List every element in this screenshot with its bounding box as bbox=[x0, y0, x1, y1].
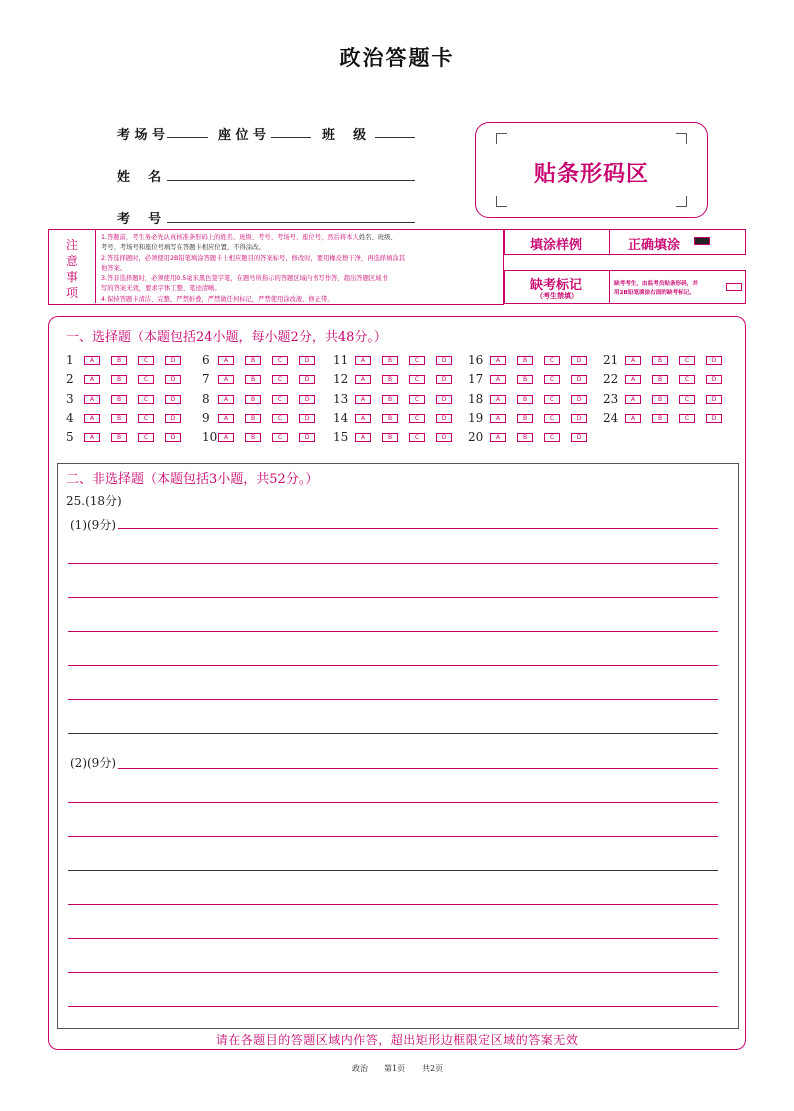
corner-mark bbox=[496, 133, 507, 144]
option-bubble-b[interactable]: B bbox=[652, 414, 668, 423]
question-number: 7 bbox=[202, 372, 210, 386]
question-number: 14 bbox=[333, 411, 349, 425]
answer-line[interactable] bbox=[68, 1006, 718, 1007]
question-number: 8 bbox=[202, 392, 210, 406]
option-bubble-a[interactable]: A bbox=[84, 433, 100, 442]
question-number: 17 bbox=[468, 372, 484, 386]
option-bubble-d[interactable]: D bbox=[571, 356, 587, 365]
absent-note: （考生禁填） bbox=[536, 291, 578, 300]
question-number: 24 bbox=[603, 411, 619, 425]
notice-char: 注 bbox=[65, 238, 78, 252]
option-bubble-d[interactable]: D bbox=[436, 375, 452, 384]
question-number: 22 bbox=[603, 372, 619, 386]
notice-line: 写的答案无效，要求字体工整、笔迹清晰。 bbox=[101, 285, 221, 293]
footer-subject: 政治 bbox=[352, 1064, 368, 1073]
notice-line: 4.保持答题卡清洁、完整，严禁折叠，严禁做任何标记，严禁使用涂改液、修正带。 bbox=[101, 295, 334, 303]
option-bubble-d[interactable]: D bbox=[165, 356, 181, 365]
question-number: 15 bbox=[333, 430, 349, 444]
option-bubble-c[interactable]: C bbox=[272, 433, 288, 442]
option-bubble-d[interactable]: D bbox=[706, 375, 722, 384]
question-number: 19 bbox=[468, 411, 484, 425]
option-bubble-b[interactable]: B bbox=[245, 395, 261, 404]
option-bubble-c[interactable]: C bbox=[679, 375, 695, 384]
option-bubble-c[interactable]: C bbox=[138, 433, 154, 442]
answer-line[interactable] bbox=[68, 597, 718, 598]
option-bubble-d[interactable]: D bbox=[436, 433, 452, 442]
option-bubble-b[interactable]: B bbox=[111, 356, 127, 365]
option-bubble-d[interactable]: D bbox=[706, 356, 722, 365]
option-bubble-a[interactable]: A bbox=[84, 414, 100, 423]
answer-line[interactable] bbox=[68, 972, 718, 973]
option-bubble-b[interactable]: B bbox=[652, 395, 668, 404]
question-number: 13 bbox=[333, 392, 349, 406]
option-bubble-b[interactable]: B bbox=[382, 356, 398, 365]
question-number: 12 bbox=[333, 372, 349, 386]
option-bubble-c[interactable]: C bbox=[544, 375, 560, 384]
answer-line[interactable] bbox=[118, 768, 718, 769]
exam-room-field[interactable] bbox=[167, 137, 208, 138]
option-bubble-c[interactable]: C bbox=[544, 433, 560, 442]
option-bubble-d[interactable]: D bbox=[299, 395, 315, 404]
option-bubble-d[interactable]: D bbox=[436, 414, 452, 423]
corner-mark bbox=[676, 133, 687, 144]
option-bubble-d[interactable]: D bbox=[706, 414, 722, 423]
question-number: 4 bbox=[66, 411, 74, 425]
option-bubble-b[interactable]: B bbox=[382, 375, 398, 384]
option-bubble-b[interactable]: B bbox=[652, 356, 668, 365]
option-bubble-c[interactable]: C bbox=[679, 395, 695, 404]
option-bubble-a[interactable]: A bbox=[218, 356, 234, 365]
absent-label: 缺考标记 bbox=[530, 278, 583, 293]
option-bubble-b[interactable]: B bbox=[111, 433, 127, 442]
question-number: 9 bbox=[202, 411, 210, 425]
part-2-label: (2)(9分) bbox=[70, 756, 116, 770]
corner-mark bbox=[676, 196, 687, 207]
fill-sample-label: 填涂样例 bbox=[530, 238, 583, 253]
option-bubble-c[interactable]: C bbox=[409, 395, 425, 404]
option-bubble-a[interactable]: A bbox=[625, 414, 641, 423]
option-bubble-b[interactable]: B bbox=[382, 433, 398, 442]
notice-line: 姓名、班级、 bbox=[358, 234, 397, 241]
question-number: 18 bbox=[468, 392, 484, 406]
notice-line: 3.答非选择题时，必须使用0.5毫米黑色签字笔，在题号所指示的答题区域内书写作答，超出答题区域书 bbox=[101, 275, 388, 283]
section1-title: 一、选择题（本题包括24小题，每小题2分，共48分。） bbox=[66, 330, 387, 345]
exam-no-field[interactable] bbox=[167, 222, 415, 223]
option-bubble-d[interactable]: D bbox=[706, 395, 722, 404]
option-bubble-d[interactable]: D bbox=[571, 375, 587, 384]
option-bubble-a[interactable]: A bbox=[84, 375, 100, 384]
question-number: 23 bbox=[603, 392, 619, 406]
answer-line[interactable] bbox=[68, 665, 718, 666]
option-bubble-b[interactable]: B bbox=[245, 375, 261, 384]
notice-heading bbox=[49, 230, 96, 303]
notice-line: 他答案。 bbox=[101, 264, 127, 272]
seat-label: 座 位 号 bbox=[218, 128, 267, 143]
footer-total: 共2页 bbox=[422, 1064, 444, 1073]
option-bubble-b[interactable]: B bbox=[382, 414, 398, 423]
option-bubble-c[interactable]: C bbox=[272, 375, 288, 384]
option-bubble-a[interactable]: A bbox=[355, 414, 371, 423]
option-bubble-c[interactable]: C bbox=[679, 414, 695, 423]
question-number: 2 bbox=[66, 372, 74, 386]
notice-char: 意 bbox=[65, 254, 78, 268]
option-bubble-d[interactable]: D bbox=[299, 433, 315, 442]
option-bubble-d[interactable]: D bbox=[571, 414, 587, 423]
option-bubble-b[interactable]: B bbox=[517, 414, 533, 423]
option-bubble-c[interactable]: C bbox=[544, 356, 560, 365]
option-bubble-d[interactable]: D bbox=[571, 433, 587, 442]
question-number: 20 bbox=[468, 430, 484, 444]
option-bubble-a[interactable]: A bbox=[625, 356, 641, 365]
option-bubble-c[interactable]: C bbox=[679, 356, 695, 365]
option-bubble-d[interactable]: D bbox=[165, 433, 181, 442]
class-field[interactable] bbox=[375, 137, 415, 138]
option-bubble-a[interactable]: A bbox=[625, 375, 641, 384]
absent-desc bbox=[614, 280, 698, 298]
section2-title: 二、非选择题（本题包括3小题，共52分。） bbox=[66, 472, 319, 487]
option-bubble-a[interactable]: A bbox=[490, 395, 506, 404]
absent-checkbox[interactable] bbox=[726, 283, 742, 291]
option-bubble-a[interactable]: A bbox=[625, 395, 641, 404]
option-bubble-a[interactable]: A bbox=[84, 356, 100, 365]
option-bubble-b[interactable]: B bbox=[517, 375, 533, 384]
answer-line[interactable] bbox=[68, 836, 718, 837]
option-bubble-d[interactable]: D bbox=[165, 414, 181, 423]
option-bubble-c[interactable]: C bbox=[138, 375, 154, 384]
question-25-label: 25.(18分) bbox=[66, 494, 122, 508]
option-bubble-a[interactable]: A bbox=[490, 414, 506, 423]
class-label: 班 级 bbox=[322, 128, 367, 143]
option-bubble-b[interactable]: B bbox=[245, 356, 261, 365]
answer-line[interactable] bbox=[68, 802, 718, 803]
option-bubble-a[interactable]: A bbox=[218, 433, 234, 442]
option-bubble-d[interactable]: D bbox=[165, 375, 181, 384]
option-bubble-b[interactable]: B bbox=[652, 375, 668, 384]
answer-line[interactable] bbox=[68, 631, 718, 632]
option-bubble-b[interactable]: B bbox=[382, 395, 398, 404]
part-1-label: (1)(9分) bbox=[70, 518, 116, 532]
question-number: 5 bbox=[66, 430, 74, 444]
answer-line[interactable] bbox=[68, 938, 718, 939]
absent-desc-line: 用2B铅笔填涂右面的缺考标记。 bbox=[614, 290, 695, 296]
option-bubble-c[interactable]: C bbox=[409, 414, 425, 423]
option-bubble-b[interactable]: B bbox=[517, 395, 533, 404]
question-number: 16 bbox=[468, 353, 484, 367]
option-bubble-a[interactable]: A bbox=[84, 395, 100, 404]
option-bubble-c[interactable]: C bbox=[409, 375, 425, 384]
option-bubble-a[interactable]: A bbox=[490, 375, 506, 384]
answer-line[interactable] bbox=[68, 563, 718, 564]
answer-area-warning: 请在各题目的答题区域内作答，超出矩形边框限定区域的答案无效 bbox=[215, 1033, 579, 1047]
option-bubble-a[interactable]: A bbox=[218, 414, 234, 423]
option-bubble-a[interactable]: A bbox=[490, 356, 506, 365]
footer-page: 第1页 bbox=[384, 1064, 406, 1073]
barcode-label: 贴条形码区 bbox=[533, 161, 649, 187]
notice-line: 考号、考场号和座位号填写在答题卡相应位置，不得涂改。 bbox=[101, 244, 265, 252]
option-bubble-b[interactable]: B bbox=[517, 356, 533, 365]
option-bubble-b[interactable]: B bbox=[111, 414, 127, 423]
correct-fill-label: 正确填涂 bbox=[628, 238, 681, 253]
question-number: 10 bbox=[202, 430, 218, 444]
option-bubble-c[interactable]: C bbox=[138, 395, 154, 404]
option-bubble-d[interactable]: D bbox=[436, 356, 452, 365]
question-number: 1 bbox=[66, 353, 74, 367]
option-bubble-a[interactable]: A bbox=[355, 395, 371, 404]
option-bubble-b[interactable]: B bbox=[245, 433, 261, 442]
option-bubble-c[interactable]: C bbox=[409, 356, 425, 365]
question-number: 21 bbox=[603, 353, 619, 367]
filled-sample-mark bbox=[694, 237, 710, 245]
question-number: 11 bbox=[333, 353, 349, 367]
answer-line[interactable] bbox=[68, 904, 718, 905]
option-bubble-c[interactable]: C bbox=[272, 356, 288, 365]
answer-line[interactable] bbox=[68, 870, 718, 871]
exam-no-label: 考 号 bbox=[117, 212, 162, 227]
option-bubble-b[interactable]: B bbox=[517, 433, 533, 442]
option-bubble-a[interactable]: A bbox=[355, 375, 371, 384]
name-label: 姓 名 bbox=[117, 170, 162, 185]
answer-line[interactable] bbox=[118, 528, 718, 529]
option-bubble-d[interactable]: D bbox=[299, 375, 315, 384]
option-bubble-c[interactable]: C bbox=[272, 395, 288, 404]
option-bubble-b[interactable]: B bbox=[111, 375, 127, 384]
page-title: 政治答题卡 bbox=[339, 45, 455, 70]
corner-mark bbox=[496, 196, 507, 207]
answer-line[interactable] bbox=[68, 699, 718, 700]
option-bubble-c[interactable]: C bbox=[409, 433, 425, 442]
answer-line[interactable] bbox=[68, 733, 718, 734]
notice-text bbox=[101, 233, 499, 305]
option-bubble-a[interactable]: A bbox=[490, 433, 506, 442]
question-number: 6 bbox=[202, 353, 210, 367]
option-bubble-b[interactable]: B bbox=[111, 395, 127, 404]
notice-line: 1.答题前，考生务必先认真核准条形码上的姓名、班级、考号、考场号、座位号，然后将本人 bbox=[101, 234, 359, 241]
exam-room-label: 考 场 号 bbox=[117, 128, 166, 143]
option-bubble-c[interactable]: C bbox=[138, 356, 154, 365]
option-bubble-d[interactable]: D bbox=[165, 395, 181, 404]
notice-char: 事 bbox=[65, 270, 78, 284]
notice-char: 项 bbox=[65, 286, 78, 300]
name-field[interactable] bbox=[167, 180, 415, 181]
option-bubble-c[interactable]: C bbox=[544, 414, 560, 423]
option-bubble-a[interactable]: A bbox=[355, 433, 371, 442]
option-bubble-c[interactable]: C bbox=[544, 395, 560, 404]
option-bubble-c[interactable]: C bbox=[138, 414, 154, 423]
barcode-area bbox=[475, 122, 708, 218]
option-bubble-d[interactable]: D bbox=[571, 395, 587, 404]
question-number: 3 bbox=[66, 392, 74, 406]
absent-desc-line: 缺考考生，由监考员贴条形码，并 bbox=[614, 281, 698, 287]
notice-line: 2.答选择题时，必须使用2B铅笔填涂答题卡上相应题目的答案标号，修改时，要用橡皮擦干净，再选择填涂其 bbox=[101, 254, 405, 262]
seat-field[interactable] bbox=[271, 137, 311, 138]
notice-box bbox=[48, 229, 504, 305]
option-bubble-a[interactable]: A bbox=[218, 375, 234, 384]
option-bubble-d[interactable]: D bbox=[436, 395, 452, 404]
option-bubble-a[interactable]: A bbox=[355, 356, 371, 365]
essay-section bbox=[57, 463, 739, 1029]
option-bubble-c[interactable]: C bbox=[272, 414, 288, 423]
option-bubble-a[interactable]: A bbox=[218, 395, 234, 404]
option-bubble-d[interactable]: D bbox=[299, 356, 315, 365]
option-bubble-d[interactable]: D bbox=[299, 414, 315, 423]
option-bubble-b[interactable]: B bbox=[245, 414, 261, 423]
